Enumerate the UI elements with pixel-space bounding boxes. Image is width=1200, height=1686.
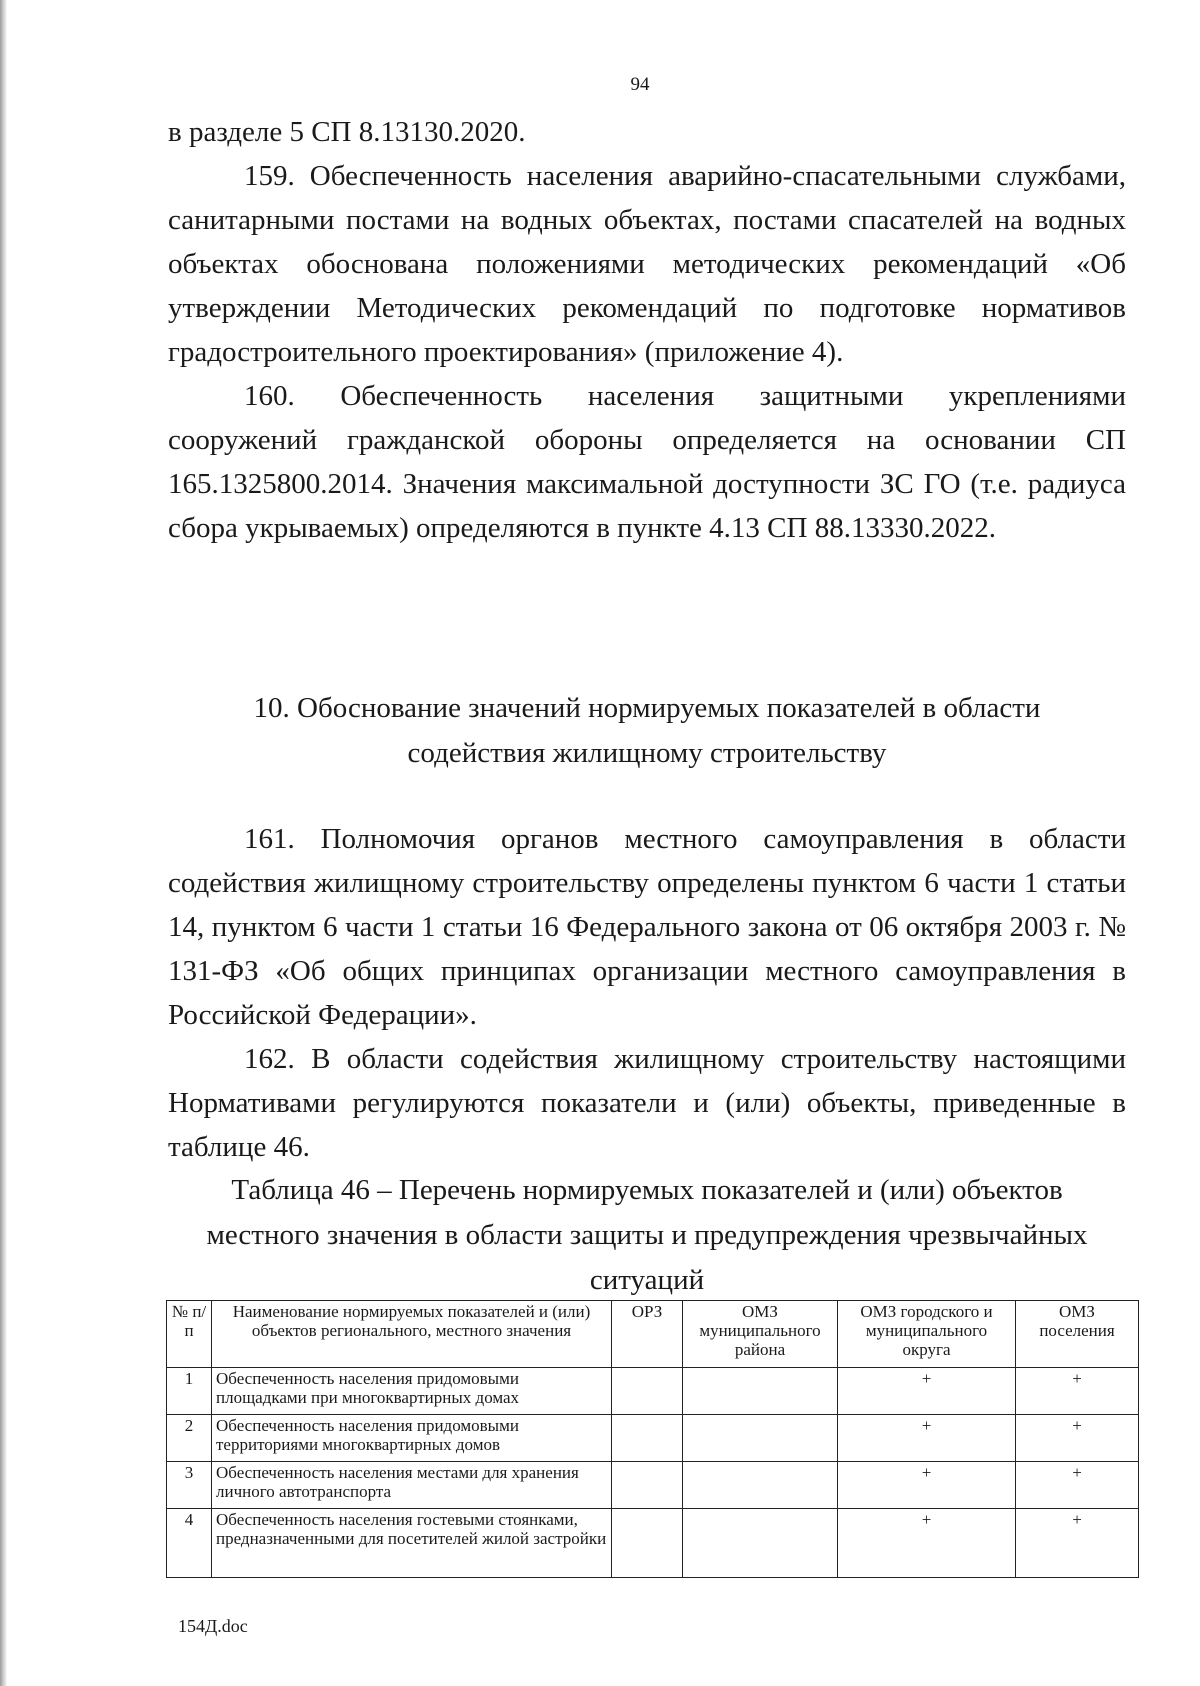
row-omz-settlement: +	[1016, 1415, 1139, 1462]
row-name: Обеспеченность населения придомовыми территориями многоквартирных домов	[212, 1415, 612, 1462]
row-number: 4	[167, 1509, 212, 1578]
scan-edge	[0, 0, 7, 1686]
row-omz-district	[683, 1509, 838, 1578]
row-name: Обеспеченность населения придомовыми площадками при многоквартирных домах	[212, 1368, 612, 1415]
header-omz-okrug: ОМЗ городского и муниципального округа	[838, 1301, 1016, 1368]
table-46	[166, 1300, 1139, 1578]
header-omz-district: ОМЗ муниципального района	[683, 1301, 838, 1368]
paragraph-162: 162. В области содействия жилищному строительству настоящими Нормативами регулируются показатели и (или) объекты, приведенные в таблице 46.	[168, 1043, 1126, 1163]
paragraph-161: 161. Полномочия органов местного самоуправления в области содействия жилищному строительству определены пунктом 6 части 1 статьи 14, пунктом 6 части 1 статьи 16 Федерального закона от 06 октября 2003 г. № 131-ФЗ «Об общих принципах организации местного самоуправления в Российской Федерации».	[168, 823, 1126, 1031]
table-caption-line1: Таблица 46 – Перечень нормируемых показателей и (или) объектов	[231, 1174, 1063, 1206]
row-orz	[612, 1415, 683, 1462]
row-orz	[612, 1462, 683, 1509]
header-name: Наименование нормируемых показателей и (или) объектов регионального, местного значения	[212, 1301, 612, 1368]
row-name: Обеспеченность населения местами для хранения личного автотранспорта	[212, 1462, 612, 1509]
page-number: 94	[630, 74, 650, 95]
table-header-row	[167, 1301, 1139, 1368]
paragraph-160: 160. Обеспеченность населения защитными укреплениями сооружений гражданской обороны определяется на основании СП 165.1325800.2014. Значения максимальной доступности ЗС ГО (т.е. радиуса сбора укрываемых) определяются в пункте 4.13 СП 88.13330.2022.	[168, 380, 1126, 544]
paragraph-continuation: в разделе 5 СП 8.13130.2020.	[168, 116, 526, 148]
header-number: № п/п	[167, 1301, 212, 1368]
row-orz	[612, 1368, 683, 1415]
row-orz	[612, 1509, 683, 1578]
row-omz-district	[683, 1462, 838, 1509]
row-number: 1	[167, 1368, 212, 1415]
row-number: 3	[167, 1462, 212, 1509]
row-omz-okrug: +	[838, 1415, 1016, 1462]
text-block-2	[168, 817, 1126, 1169]
row-omz-settlement: +	[1016, 1368, 1139, 1415]
row-omz-okrug: +	[838, 1368, 1016, 1415]
table-row	[167, 1368, 1139, 1415]
row-number: 2	[167, 1415, 212, 1462]
table-46-wrapper	[166, 1300, 1138, 1578]
header-orz: ОРЗ	[612, 1301, 683, 1368]
footer-filename: 154Д.doc	[178, 1616, 248, 1636]
section-heading-line2: содействия жилищному строительству	[407, 737, 887, 769]
row-omz-settlement: +	[1016, 1462, 1139, 1509]
table-row	[167, 1462, 1139, 1509]
header-omz-settlement: ОМЗ поселения	[1016, 1301, 1139, 1368]
row-omz-settlement: +	[1016, 1509, 1139, 1578]
row-omz-district	[683, 1415, 838, 1462]
table-caption-line3: ситуаций	[589, 1264, 705, 1296]
table-row	[167, 1509, 1139, 1578]
row-omz-okrug: +	[838, 1509, 1016, 1578]
row-omz-district	[683, 1368, 838, 1415]
table-caption-line2: местного значения в области защиты и предупреждения чрезвычайных	[206, 1219, 1088, 1251]
paragraph-159: 159. Обеспеченность населения аварийно-спасательными службами, санитарными постами на водных объектах, постами спасателей на водных объектах обоснована положениями методических рекомендаций «Об утверждении Методических рекомендаций по подготовке нормативов градостроительного проектирования» (приложение 4).	[168, 160, 1126, 368]
text-block-1	[168, 110, 1126, 550]
row-omz-okrug: +	[838, 1462, 1016, 1509]
table-row	[167, 1415, 1139, 1462]
section-heading-line1: 10. Обоснование значений нормируемых показателей в области	[253, 692, 1041, 724]
row-name: Обеспеченность населения гостевыми стоянками, предназначенными для посетителей жилой застройки	[212, 1509, 612, 1578]
